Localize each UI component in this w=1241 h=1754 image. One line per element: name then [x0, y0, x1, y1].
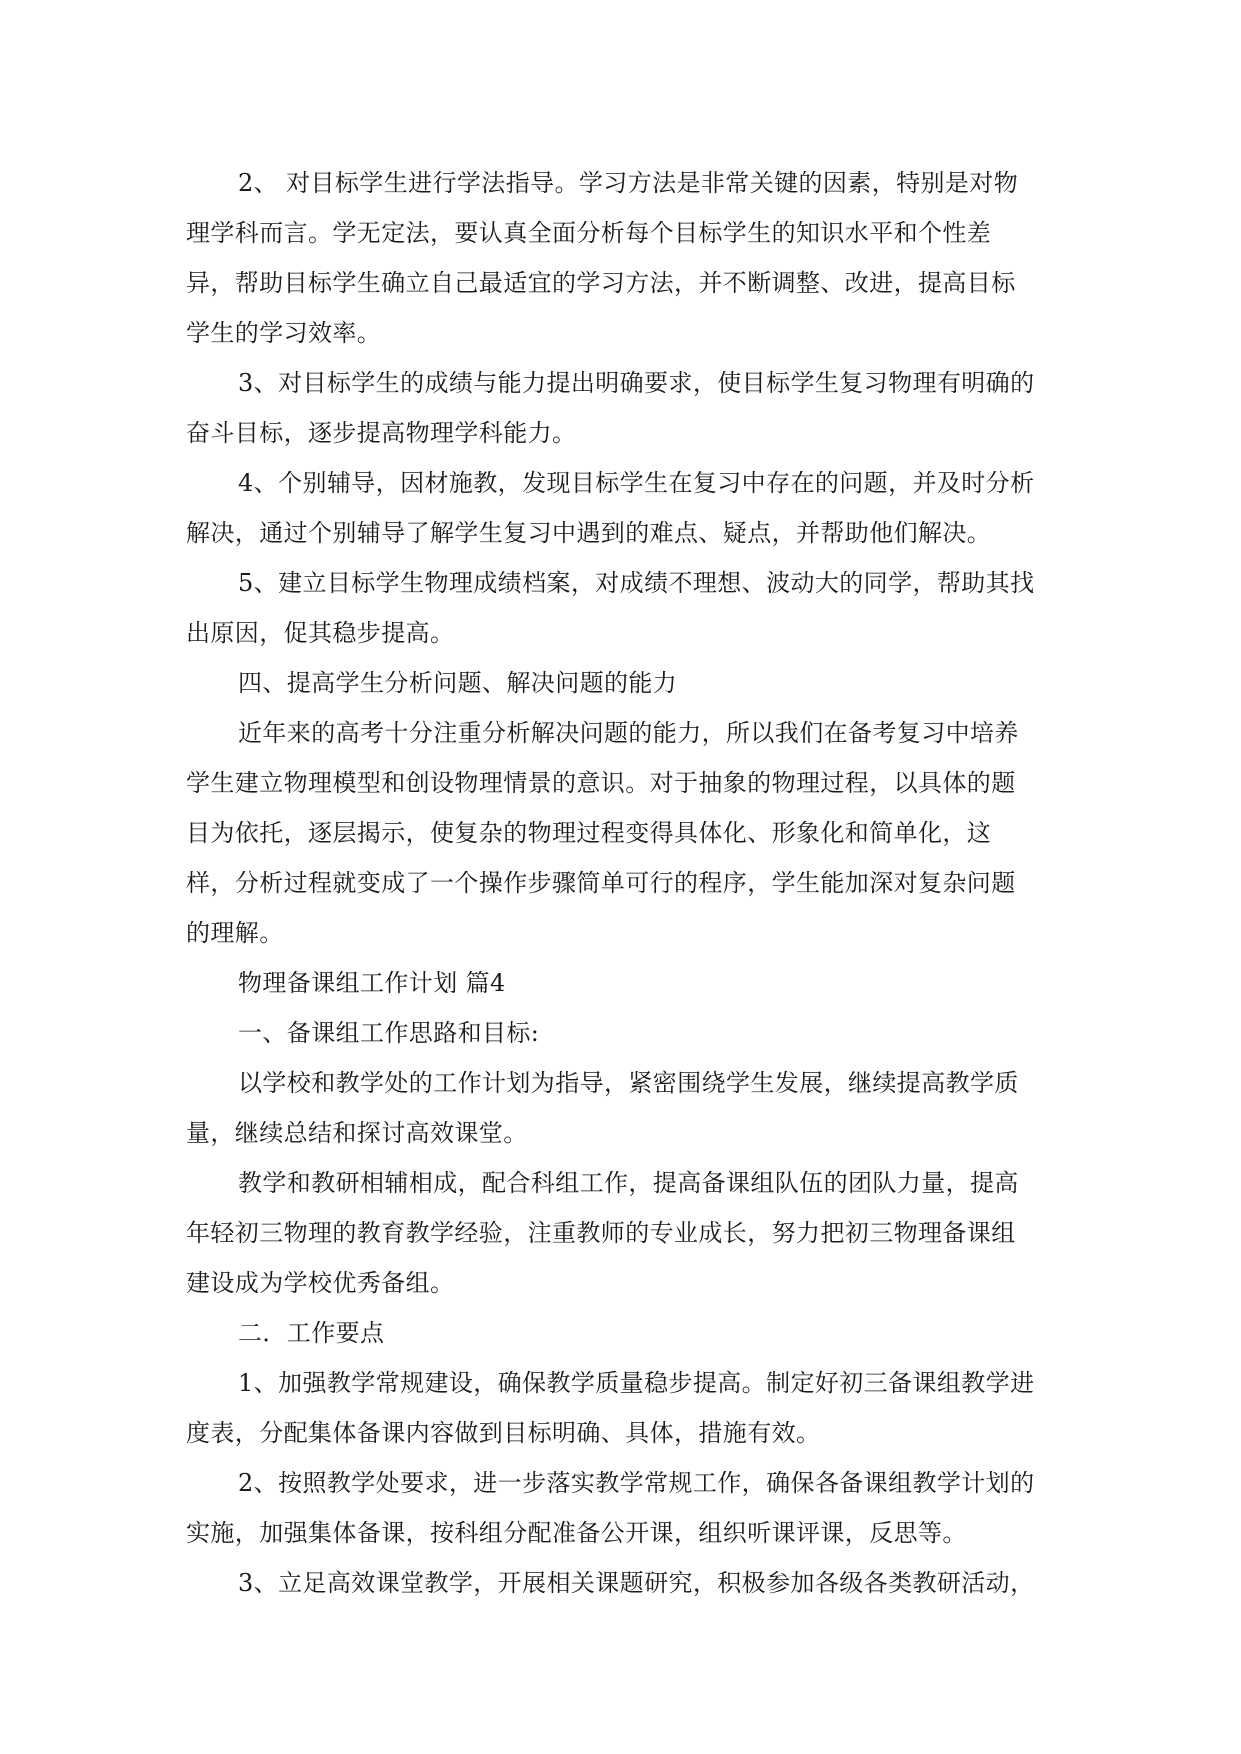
section-heading: 二．工作要点 — [238, 1319, 385, 1347]
text-line: 5、建立目标学生物理成绩档案，对成绩不理想、波动大的同学，帮助其找 — [238, 569, 1035, 597]
text-line: 年轻初三物理的教育教学经验，注重教师的专业成长，努力把初三物理备课组 — [186, 1219, 1016, 1247]
text-line: 学生建立物理模型和创设物理情景的意识。对于抽象的物理过程，以具体的题 — [186, 769, 1016, 797]
text-line: 解决，通过个别辅导了解学生复习中遇到的难点、疑点，并帮助他们解决。 — [186, 519, 992, 547]
text-line: 量，继续总结和探讨高效课堂。 — [186, 1119, 528, 1147]
text-line: 度表，分配集体备课内容做到目标明确、具体，措施有效。 — [186, 1419, 821, 1447]
plan-title: 物理备课组工作计划 篇4 — [238, 969, 506, 997]
text-line: 建设成为学校优秀备组。 — [186, 1269, 455, 1297]
text-line: 出原因，促其稳步提高。 — [186, 619, 455, 647]
text-line: 3、立足高效课堂教学，开展相关课题研究，积极参加各级各类教研活动， — [238, 1569, 1035, 1597]
text-line: 理学科而言。学无定法，要认真全面分析每个目标学生的知识水平和个性差 — [186, 219, 992, 247]
section-heading: 一、备课组工作思路和目标: — [238, 1019, 540, 1047]
text-line: 目为依托，逐层揭示，使复杂的物理过程变得具体化、形象化和简单化，这 — [186, 819, 992, 847]
document-body — [186, 158, 1056, 1608]
text-line: 3、对目标学生的成绩与能力提出明确要求，使目标学生复习物理有明确的 — [238, 369, 1035, 397]
text-line: 学生的学习效率。 — [186, 319, 382, 347]
text-line: 样，分析过程就变成了一个操作步骤简单可行的程序，学生能加深对复杂问题 — [186, 869, 1016, 897]
text-line: 4、个别辅导，因材施教，发现目标学生在复习中存在的问题，并及时分析 — [238, 469, 1035, 497]
text-line: 教学和教研相辅相成，配合科组工作，提高备课组队伍的团队力量，提高 — [238, 1169, 1019, 1197]
text-line: 的理解。 — [186, 919, 284, 947]
section-heading: 四、提高学生分析问题、解决问题的能力 — [238, 669, 678, 697]
text-line: 1、加强教学常规建设，确保教学质量稳步提高。制定好初三备课组教学进 — [238, 1369, 1035, 1397]
text-line: 奋斗目标，逐步提高物理学科能力。 — [186, 419, 577, 447]
text-line: 2、按照教学处要求，进一步落实教学常规工作，确保各备课组教学计划的 — [238, 1469, 1035, 1497]
text-line: 以学校和教学处的工作计划为指导，紧密围绕学生发展，继续提高教学质 — [238, 1069, 1019, 1097]
text-line: 异，帮助目标学生确立自己最适宜的学习方法，并不断调整、改进，提高目标 — [186, 269, 1016, 297]
text-line: 实施，加强集体备课，按科组分配准备公开课，组织听课评课，反思等。 — [186, 1519, 967, 1547]
text-line: 近年来的高考十分注重分析解决问题的能力，所以我们在备考复习中培养 — [238, 719, 1019, 747]
text-line: 2、 对目标学生进行学法指导。学习方法是非常关键的因素，特别是对物 — [238, 169, 1019, 197]
